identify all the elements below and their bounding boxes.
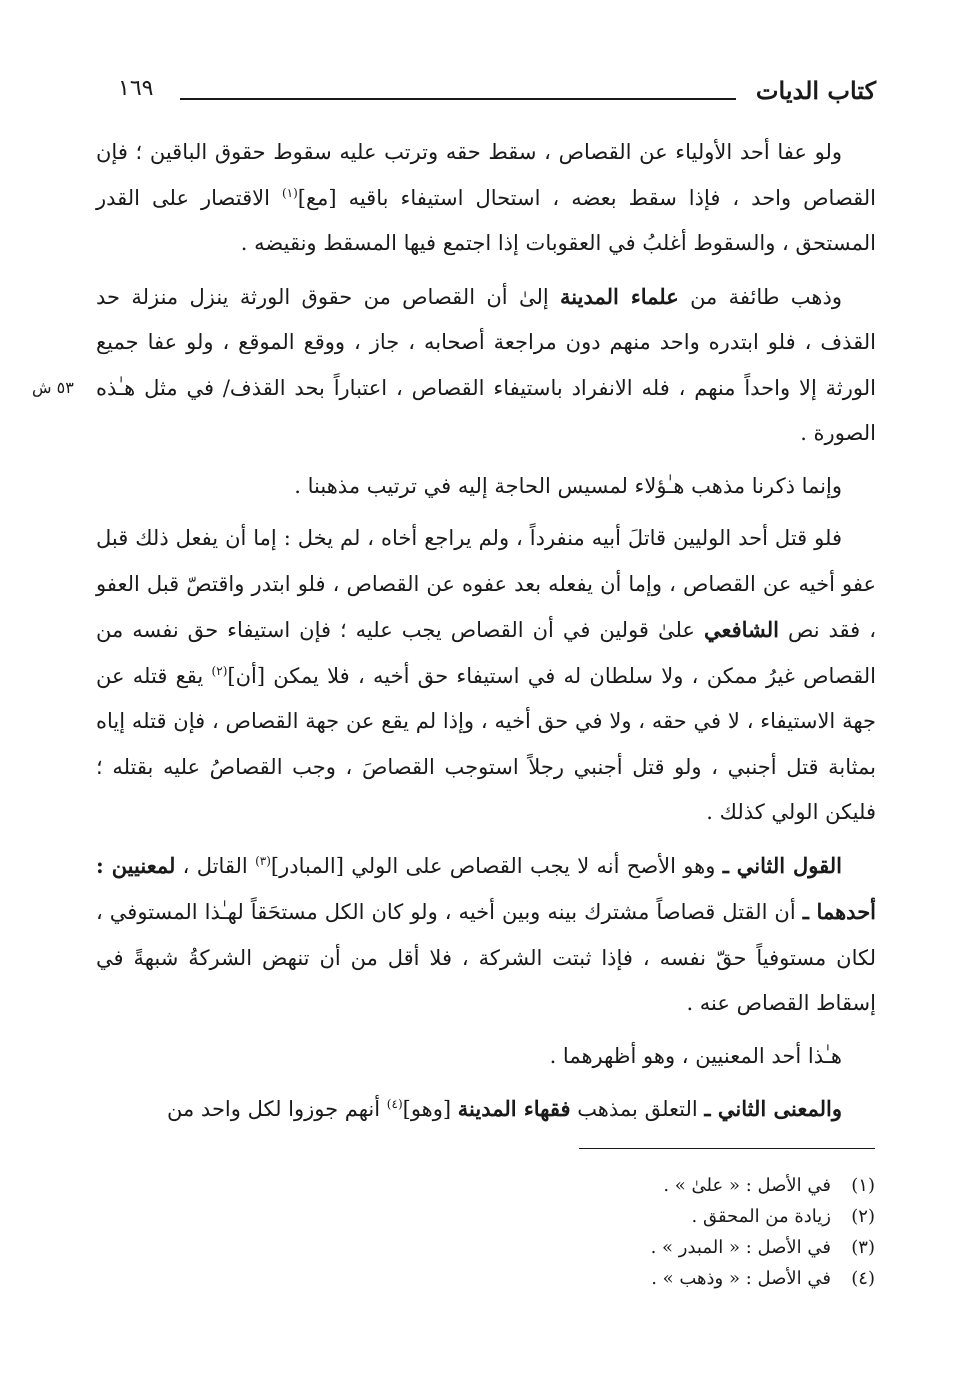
footnote: [455, 1263, 875, 1294]
text-run: أنهم جوزوا لكل واحد من: [167, 1097, 387, 1121]
body-paragraph: [96, 843, 876, 1027]
running-header: [118, 72, 876, 116]
footnote-text: في الأصل : « المبدر » .: [650, 1237, 831, 1258]
footnote-text: زيادة من المحقق .: [691, 1206, 831, 1227]
margin-note: ٥٣ ش: [32, 378, 74, 397]
bold-term: فقهاء المدينة: [457, 1096, 571, 1121]
body-paragraph: [96, 464, 876, 510]
footnote-text: في الأصل : « وذهب » .: [651, 1268, 831, 1289]
footnote-number: (٢): [851, 1206, 875, 1227]
text-run: التعلق بمذهب: [570, 1097, 705, 1121]
text-run: هـٰذا أحد المعنيين ، وهو أظهرهما .: [549, 1043, 842, 1068]
text-run: فلو قتل أحد الوليين قاتلَ أبيه منفرداً ، ولم يراجع أخاه ، لم يخل : إما أن يفعل ذلك قبل عفو أخيه عن القصاص ، وإما أن يفعله بعد عفوه عن القصاص ، فلو ابتدر واقتصّ قبل العفو ، فقد نص: [96, 526, 876, 642]
text-run: إلىٰ أن القصاص من حقوق الورثة ينزل منزلة حد القذف ، فلو ابتدره واحد منهم دون مراجعة أصحابه ، جاز ، ووقع الموقع ، ولو عفا جميع الورثة إلا واحداً منهم ، فله الانفراد باستيفاء القصاص ، اعتباراً بحد القذف/ في مثل هـٰذه الصورة .: [96, 284, 876, 445]
footnote-marker: (٢): [211, 663, 228, 678]
text-run: وذهب طائفة من: [678, 284, 842, 309]
text-run: القاتل ،: [175, 853, 256, 878]
footnote: [455, 1201, 875, 1232]
text-run: وهو الأصح أنه لا يجب القصاص على الولي [المبادر]: [270, 853, 723, 878]
text-run: الاقتصار على القدر المستحق ، والسقوط أغلبُ في العقوبات إذا اجتمع فيها المسقط ونقيضه .: [96, 185, 876, 255]
footnote-number: (٣): [851, 1237, 875, 1258]
footnote-number: (٤): [851, 1268, 875, 1289]
footnote-rule: [579, 1148, 875, 1149]
footnotes: [455, 1170, 875, 1294]
text-run: [وهو]: [402, 1097, 458, 1121]
bold-term: الشافعي: [703, 617, 779, 642]
chapter-title: كتاب الديات: [755, 76, 876, 105]
text-run: يقع قتله عن جهة الاستيفاء ، لا في حقه ، ولا في حق أخيه ، وإذا لم يقع عن جهة القصاص ، فإن قتله إياه بمثابة قتل أجنبي ، ولو قتل أجنبي رجلاً استوجب القصاصَ ، وجب القصاصُ عليه بقتله ؛ فليكن الولي كذلك .: [96, 663, 876, 824]
bold-term: علماء المدينة: [560, 283, 679, 309]
text-run: علىٰ قولين في أن القصاص يجب عليه ؛ فإن استيفاء حق نفسه من القصاص غيرُ ممكن ، ولا سلطان له في استيفاء حق أخيه ، فلا يمكن [أن]: [96, 618, 876, 688]
body-paragraph: [96, 130, 876, 267]
text-run: وإنما ذكرنا مذهب هـٰؤلاء لمسيس الحاجة إليه في ترتيب مذهبنا .: [294, 473, 842, 498]
body-paragraph: [96, 1086, 876, 1133]
body-text: [96, 130, 876, 1140]
text-run: ولو عفا أحد الأولياء عن القصاص ، سقط حقه وترتب عليه سقوط حقوق الباقين ؛ فإن القصاص واحد ، فإذا سقط بعضه ، استحال استيفاء باقيه [مع]: [96, 140, 877, 210]
body-paragraph: [96, 274, 876, 457]
text-run: أن القتل قصاصاً مشترك بينه وبين أخيه ، ولو كان الكل مستحَقاً لهـٰذا المستوفي ، لكان مستوفياً حقّ نفسه ، فإذا ثبتت الشركة ، فلا أقل من أن تنهض الشركةُ شبهةً في إسقاط القصاص عنه .: [96, 900, 876, 1015]
footnote-marker: (١): [281, 185, 298, 200]
footnote: [455, 1170, 875, 1201]
footnote-marker: (٤): [386, 1097, 403, 1111]
footnote-number: (١): [851, 1175, 875, 1196]
page-number: ١٦٩: [118, 76, 154, 101]
bold-term: والمعنى الثاني ـ: [704, 1096, 842, 1121]
bold-term: لمعنيين : أحدهما ـ: [96, 852, 877, 924]
body-paragraph: [96, 1034, 876, 1080]
bold-term: القول الثاني ـ: [722, 852, 843, 878]
body-paragraph: [96, 516, 876, 836]
footnote-text: في الأصل : « علىٰ » .: [663, 1175, 831, 1196]
footnote-marker: (٣): [255, 853, 271, 868]
header-rule: [180, 98, 736, 100]
footnote: [455, 1232, 875, 1263]
